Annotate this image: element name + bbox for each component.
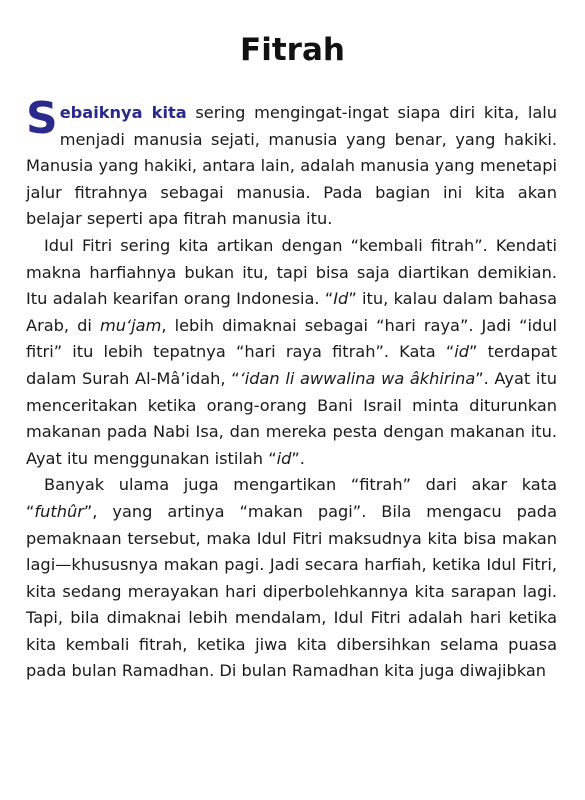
paragraph-2-text: , lebih dimaknai sebagai “hari raya”. Jadi “idul fitri” itu lebih tepatnya “hari raya fitrah”. Kata “ [26, 315, 557, 362]
italic-term: mu‘jam [100, 315, 162, 335]
paragraph-2-text: Idul Fitri sering kita artikan dengan “kembali fitrah”. Kendati makna harfiahnya bukan itu, tapi bisa saja diartikan demikian. Itu adalah kearifan orang Indonesia. “ [26, 235, 557, 309]
chapter-body [26, 93, 557, 685]
lead-in-text: ebaiknya kita [59, 103, 187, 122]
drop-cap: S [26, 93, 58, 144]
paragraph-1 [26, 93, 557, 233]
paragraph-2 [26, 233, 557, 472]
paragraph-3-text: Banyak ulama juga mengartikan “fitrah” dari akar kata “ [26, 475, 557, 521]
italic-term: id [454, 342, 470, 362]
paragraph-3 [26, 472, 557, 685]
paragraph-2-text: ”. [291, 448, 305, 468]
paragraph-2-text: ”. Ayat itu menceritakan ketika orang-orang Bani Israil minta diturunkan makanan pada Nabi Isa, dan mereka pesta dengan makanan itu. Ayat itu menggunakan istilah “ [26, 368, 557, 468]
chapter-title: Fitrah [240, 32, 345, 68]
paragraph-2-text: ” itu, kalau dalam bahasa Arab, di [26, 289, 557, 335]
paragraph-2-text: ” terdapat dalam Surah Al-Mâ’idah, “ [26, 342, 557, 388]
paragraph-1-text: sering mengingat-ingat siapa diri kita, lalu menjadi manusia sejati, manusia yang benar, yang hakiki. Manusia yang hakiki, antara lain, adalah manusia yang menetapi jalur fitrahnya sebagai manusia. Pada bagian ini kita akan belajar seperti apa fitrah manusia itu. [26, 103, 557, 229]
italic-term: ‘idan li awwalina wa âkhirina [239, 368, 476, 388]
italic-term: futhûr [34, 501, 84, 521]
italic-term: id [276, 448, 292, 468]
italic-term: Id [333, 289, 349, 309]
paragraph-3-text: ”, yang artinya “makan pagi”. Bila mengacu pada pemaknaan tersebut, maka Idul Fitri maksudnya kita bisa makan lagi—khususnya makan pagi. Jadi secara harfiah, ketika Idul Fitri, kita sedang merayakan hari diperbolehkannya kita sarapan lagi. Tapi, bila dimaknai lebih mendalam, Idul Fitri adalah hari ketika kita kembali fitrah, ketika jiwa kita dibersihkan selama puasa pada bulan Ramadhan. Di bulan Ramadhan kita juga diwajibkan [26, 501, 557, 681]
